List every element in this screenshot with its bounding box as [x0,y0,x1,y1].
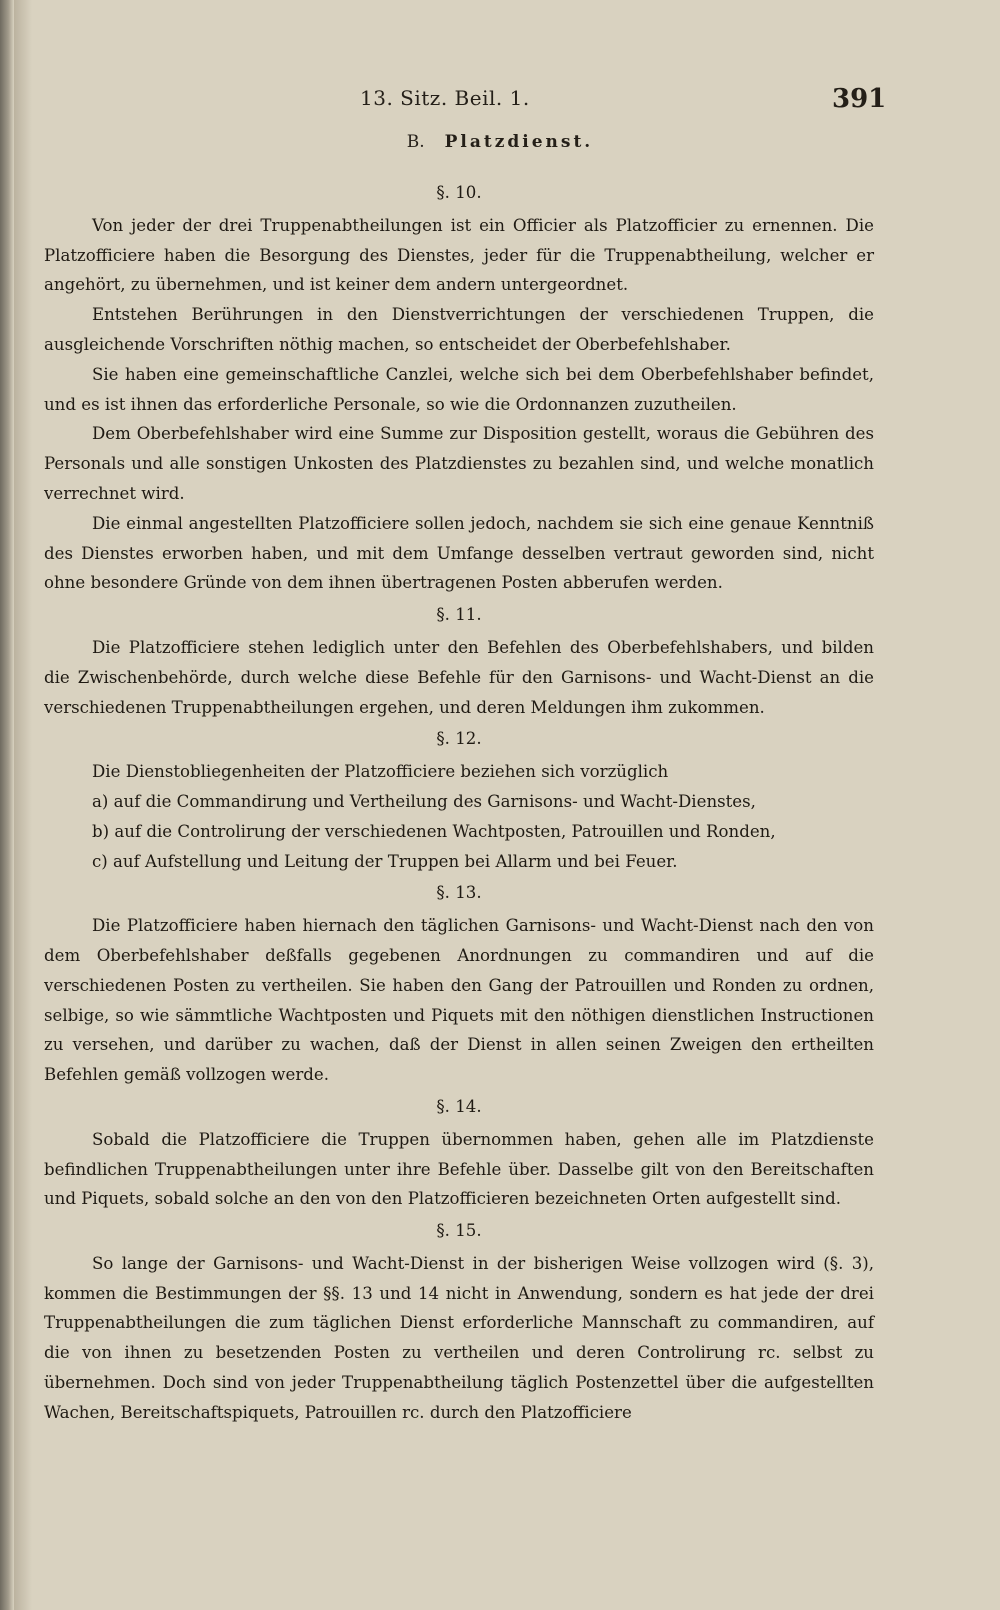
list-item: b) auf die Controlirung der verschiedenen Wachtposten, Patrouillen und Ronden, [92,821,776,841]
paragraph-text: Die Platzofficiere stehen lediglich unter den Befehlen des Oberbefehlshabers, und bilden die Zwischenbehörde, durch welche diese Befehle für den Garnisons- und Wacht-Dienst an die verschiedenen Truppenabtheilungen ergehen, und deren Meldungen ihm zukommen. [44,637,874,717]
paragraph-text: Sobald die Platzofficiere die Truppen übernommen haben, gehen alle im Platzdienste befindlichen Truppenabtheilungen unter ihre Befehle über. Dasselbe gilt von den Bereitschaften und Piquets, sobald solche an den von den Platzofficieren bezeichneten Orten aufgestellt sind. [44,1129,874,1209]
paragraph-text: Dem Oberbefehlshaber wird eine Summe zur Disposition gestellt, woraus die Gebühren des Personals und alle sonstigen Unkosten des Platzdienstes zu bezahlen sind, und welche monatlich verrechnet wird. [44,424,874,503]
paragraph-heading: §. 13. [436,883,482,903]
paragraph-heading: §. 12. [436,729,482,749]
paragraph-text: Die einmal angestellten Platzofficiere sollen jedoch, nachdem sie sich eine genaue Kenntniß des Dienstes erworben haben, und mit dem Umfange desselben vertraut geworden sind, nicht ohne besondere Gründe von dem ihnen übertragenen Posten abberufen werden. [44,513,874,593]
page-gutter-shadow [14,0,32,1610]
paragraph-heading: §. 14. [436,1096,482,1116]
section-heading [0,132,1000,152]
paragraph-text: So lange der Garnisons- und Wacht-Dienst in der bisherigen Weise vollzogen wird (§. 3), kommen die Bestimmungen der §§. 13 und 14 nicht in Anwendung, sondern es hat jede der drei Truppenabtheilungen die zum täglichen Dienst erforderliche Mannschaft zu commandiren, auf die von ihnen zu besetzenden Posten zu vertheilen und deren Controlirung rc. selbst zu übernehmen. Doch sind von jeder Truppenabtheilung täglich Postenzettel über die aufgestellten Wachen, Bereitschaftspiquets, Patrouillen rc. durch den Platzofficiere [44,1253,874,1422]
page-binding-edge [0,0,14,1610]
running-header [0,86,1000,120]
section-letter: B. [406,132,425,152]
body-text [44,176,874,1428]
paragraph-text: Sie haben eine gemeinschaftliche Canzlei, welche sich bei dem Oberbefehlshaber befindet, und es ist ihnen das erforderliche Personale, so wie die Ordonnanzen zuzutheilen. [44,364,874,414]
page-number: 391 [832,84,887,114]
section-title: Platzdienst. [444,132,594,152]
paragraph-heading: §. 15. [436,1221,482,1241]
list-item: c) auf Aufstellung und Leitung der Truppen bei Allarm und bei Feuer. [92,851,678,871]
list-item: a) auf die Commandirung und Vertheilung des Garnisons- und Wacht-Dienstes, [92,791,756,811]
running-title: 13. Sitz. Beil. 1. [360,86,530,110]
paragraph-text: Die Platzofficiere haben hiernach den täglichen Garnisons- und Wacht-Dienst nach den von dem Oberbefehlshaber deßfalls gegebenen Anordnungen zu commandiren und auf die verschiedenen Posten zu vertheilen. Sie haben den Gang der Patrouillen und Ronden zu ordnen, selbige, so wie sämmtliche Wachtposten und Piquets mit den nöthigen dienstlichen Instructionen zu versehen, und darüber zu wachen, daß der Dienst in allen seinen Zweigen den ertheilten Befehlen gemäß vollzogen werde. [44,916,874,1085]
paragraph-text: Die Dienstobliegenheiten der Platzofficiere beziehen sich vorzüglich [92,762,669,782]
paragraph-text: Entstehen Berührungen in den Dienstverrichtungen der verschiedenen Truppen, die ausgleichende Vorschriften nöthig machen, so entscheidet der Oberbefehlshaber. [44,305,874,354]
paragraph-heading: §. 11. [436,605,482,625]
paragraph-heading: §. 10. [436,183,482,202]
paragraph-text: Von jeder der drei Truppenabtheilungen ist ein Officier als Platzofficier zu ernennen. Die Platzofficiere haben die Besorgung des Dienstes, jeder für die Truppenabtheilung, welcher er angehört, zu übernehmen, und ist keiner dem andern untergeordnet. [44,215,874,295]
